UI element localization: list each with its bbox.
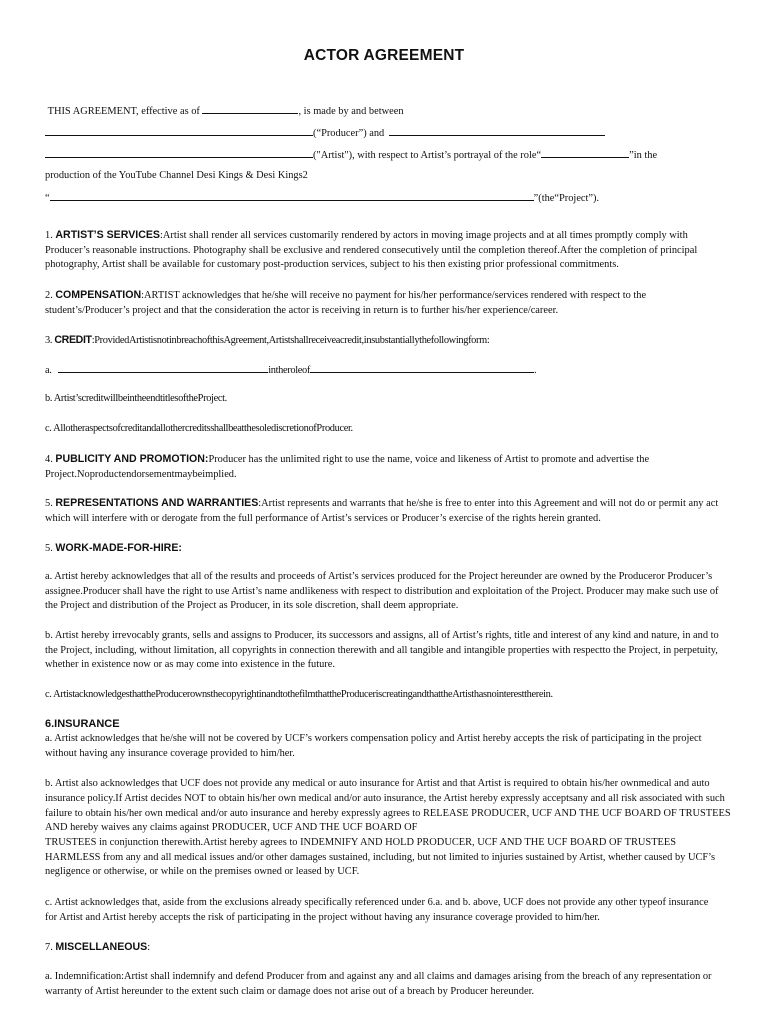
work-for-hire-a: a. Artist hereby acknowledges that all of the results and proceeds of Artist’s services produced for the Project hereunder are owned by the Produceror Producer’s assignee.Producer shall have the right to use Artist’s name andlikeness with respect to distribution and exploitation of the Project. Producer may make such use of the Project and distribution of the Project as Producer, in its sole discretion, shall deem appropriate. — [45, 571, 719, 612]
credit-role-blank[interactable] — [310, 362, 534, 373]
insurance-b-line-7: negligence or otherwise, or while on the premises owned or leased by UCF. — [45, 866, 360, 877]
artist-name-blank[interactable] — [389, 125, 605, 136]
intro-line-3 — [45, 147, 657, 164]
section-heading: 6.INSURANCE — [45, 718, 120, 730]
intro-effective-label: THIS AGREEMENT, effective as of — [47, 106, 200, 117]
section-representations — [45, 496, 723, 526]
intro-the-project: ”(the“Project”). — [533, 193, 600, 204]
section-number: 2. — [45, 290, 53, 301]
section-heading: ARTIST’S SERVICES — [55, 229, 160, 241]
artist-legal-blank[interactable] — [45, 147, 313, 158]
section-text: Producer has the unlimited right to use the name, voice and likeness of Artist to promote and advertise the Project.Noproductendorsementmaybeimplied. — [45, 454, 650, 480]
credit-name-blank[interactable] — [58, 362, 268, 373]
insurance-c: c. Artist acknowledges that, aside from the exclusions already specifically referenced under 6.a. and b. above, UCF does not provide any other typeof insurance for Artist and Artist hereby accepts the risk of participating in the project without having any insurance coverage provided to him/her. — [45, 897, 709, 923]
section-heading: WORK-MADE-FOR-HIRE: — [55, 542, 182, 554]
miscellaneous-a: a. Indemnification:Artist shall indemnify and defend Producer from and against any and all claims and damages arising from the breach of any representation or warranty of Artist hereunder to the extent such claim or damage does not arise out of a breach by Producer hereunder. — [45, 971, 712, 997]
insurance-b-line-6: HARMLESS from any and all medical issues and/or other damages sustained, including, but not limited to injuries sustained by Artist, whether caused by UCF’s — [45, 852, 716, 863]
credit-a-label: a. — [45, 365, 52, 376]
section-artists-services — [45, 228, 723, 273]
section-number: 1. — [45, 230, 53, 241]
project-title-blank[interactable] — [50, 190, 534, 201]
insurance-b-line-1: b. Artist also acknowledges that UCF does not provide any medical or auto insurance for Artist and that Artist is required to obtain his/her ownmedical and auto — [45, 778, 710, 789]
insurance-b-line-2: insurance policy.If Artist decides NOT to obtain his/her own medical and/or auto insurance, the Artist hereby expressly acceptsany and all risk associated with such — [45, 793, 725, 804]
work-for-hire-b: b. Artist hereby irrevocably grants, sells and assigns to Producer, its successors and assigns, all of Artist’s rights, title and interest of any kind and nature, in and to the Project, including, without limitation, all copyrights in connection therewith and all tangible and intangible properties with respectto the Project, in perpetuity, whether in existence now or as may come into existence in the future. — [45, 630, 719, 671]
intro-artist-role: ("Artist"), with respect to Artist’s portrayal of the role“ — [313, 150, 542, 161]
credit-line-c: c. AllotheraspectsofcreditandallothercreditsshallbeatthesolediscretionofProducer. — [45, 423, 353, 434]
section-heading: CREDIT — [54, 334, 92, 346]
section-miscellaneous-heading — [45, 940, 150, 956]
section-compensation — [45, 288, 723, 318]
section-number: 4. — [45, 454, 53, 465]
insurance-b-line-4: AND hereby waives any claims against PRODUCER, UCF AND THE UCF BOARD OF — [45, 822, 418, 833]
section-heading: PUBLICITY AND PROMOTION: — [55, 453, 209, 465]
credit-line-a — [45, 362, 536, 379]
section-text: :ARTIST acknowledges that he/she will receive no payment for his/her performance/services rendered with respect to the student’s/Producer’s project and that the consideration the actor is receiving in return is to further his/her experience/career. — [45, 290, 647, 316]
section-credit — [45, 333, 723, 349]
document-title: ACTOR AGREEMENT — [303, 47, 465, 64]
section-text: :ProvidedArtistisnotinbreachofthisAgreement,Artistshallreceiveacredit,insubstantiallythefollowingform: — [91, 335, 490, 346]
intro-made-between: , is made by and between — [298, 106, 404, 117]
credit-a-period: . — [534, 365, 537, 376]
credit-in-role-of: intheroleof — [268, 365, 311, 376]
section-text: :Artist represents and warrants that he/she is free to enter into this Agreement and will not do or permit any act which will interfere with or derogate from the full performance of Artist’s services or Producer’s exercise of the rights herein granted. — [45, 498, 719, 524]
insurance-b-line-5: TRUSTEES in conjunction therewith.Artist hereby agrees to INDEMNIFY AND HOLD PRODUCER, UCF AND THE UCF BOARD OF TRUSTEES — [45, 837, 677, 848]
section-number: 5. — [45, 498, 53, 509]
heading-colon: : — [147, 942, 151, 953]
section-number: 5. — [45, 543, 53, 554]
section-insurance-heading — [45, 717, 120, 733]
effective-date-blank[interactable] — [202, 103, 298, 114]
intro-producer-and: (“Producer”) and — [313, 128, 385, 139]
section-number: 7. — [45, 942, 53, 953]
section-text: :Artist shall render all services customarily rendered by actors in moving image projects and at all times promptly comply with Producer’s reasonable instructions. Photography shall be exclusive and rendered consecutively until the completion thereof.After the completion of principal photography, Artist shall be available for customary post-production services, subject to his then existing prior professional commitments. — [45, 230, 698, 271]
section-heading: REPRESENTATIONS AND WARRANTIES — [55, 497, 259, 509]
section-heading: COMPENSATION — [55, 289, 142, 301]
section-number: 3. — [45, 335, 53, 346]
section-heading: MISCELLANEOUS — [55, 941, 148, 953]
role-blank[interactable] — [541, 147, 629, 158]
credit-line-b: b. Artist’screditwillbeintheendtitlesoftheProject. — [45, 393, 227, 404]
section-publicity — [45, 452, 723, 482]
intro-in-the: ”in the — [629, 150, 658, 161]
intro-line-1 — [45, 103, 404, 120]
insurance-a: a. Artist acknowledges that he/she will not be covered by UCF’s workers compensation policy and Artist hereby accepts the risk of participating in the project without having any insurance coverage provided to him/her. — [45, 733, 702, 759]
section-work-for-hire-heading — [45, 541, 182, 557]
insurance-b-line-3: failure to obtain his/her own medical and/or auto insurance and hereby expressly agrees to RELEASE PRODUCER, UCF AND THE UCF BOARD OF TRUSTEES — [45, 808, 731, 819]
intro-line-4: production of the YouTube Channel Desi Kings & Desi Kings2 — [45, 170, 308, 181]
intro-open-quote: “ — [45, 193, 50, 204]
intro-line-2 — [45, 125, 605, 142]
work-for-hire-c: c. ArtistacknowledgesthattheProducerownsthecopyrightinandtothefilmthattheProduceriscreatingandthattheArtisthasnointeresttherein. — [45, 689, 553, 700]
producer-name-blank[interactable] — [45, 125, 313, 136]
intro-line-5 — [45, 190, 599, 207]
